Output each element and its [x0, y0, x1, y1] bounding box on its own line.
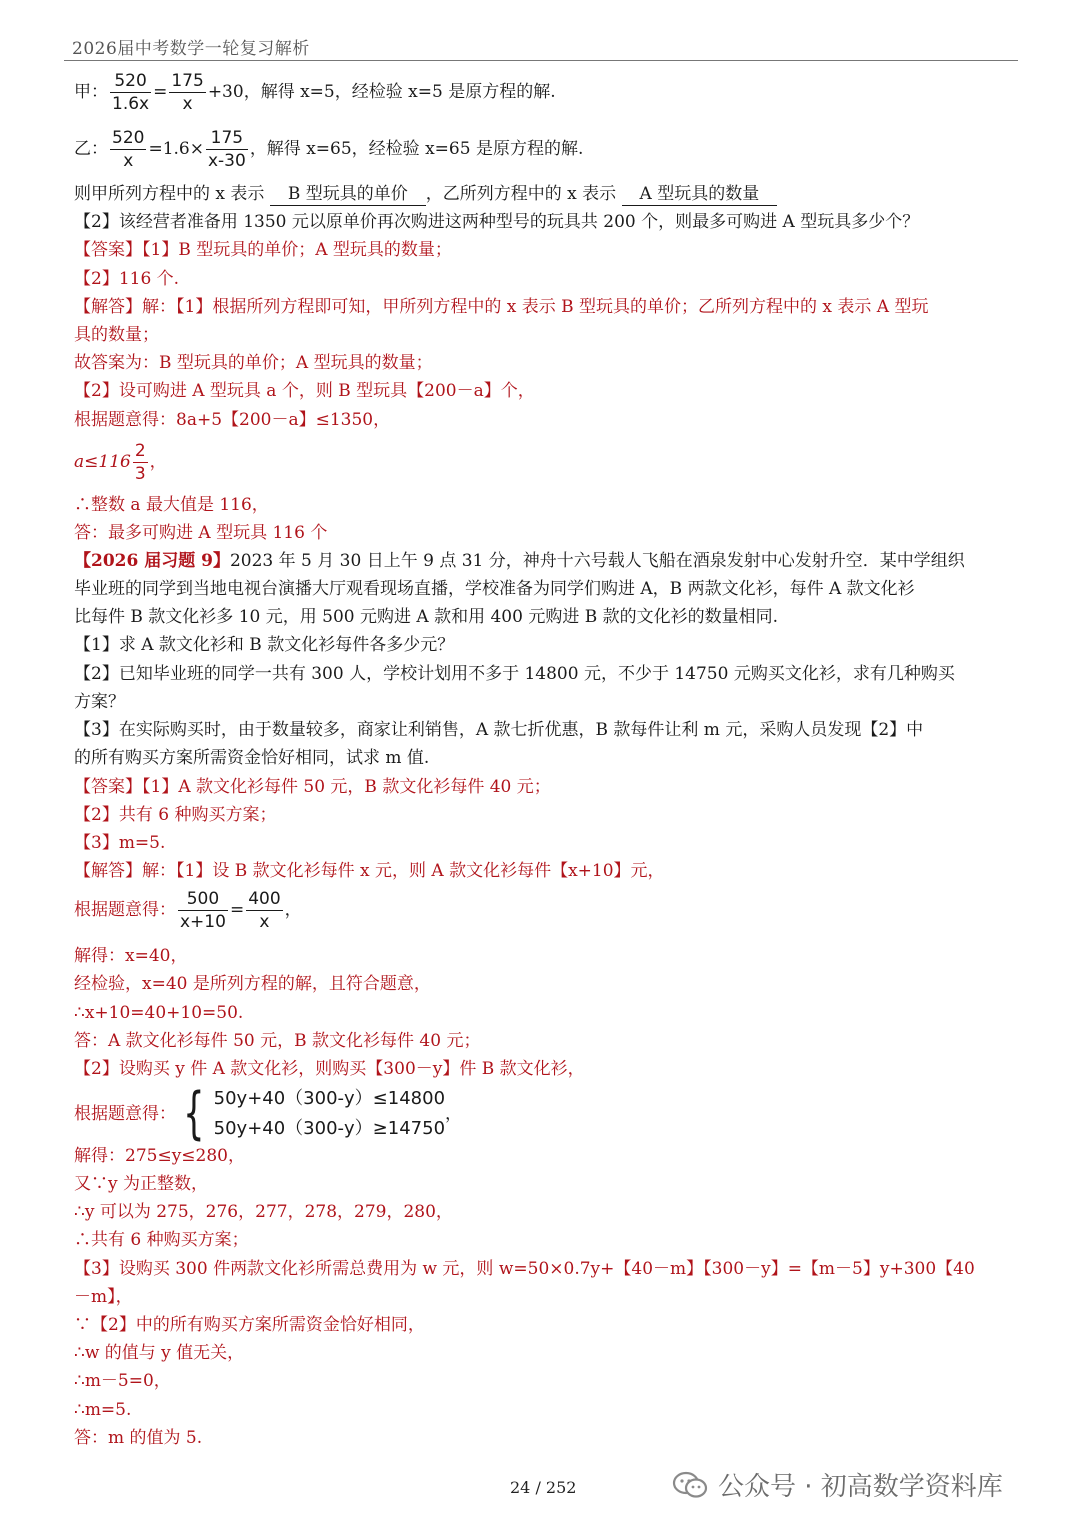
inequality-result-line: a≤116 $\frac{2}{3}$ ，: [74, 441, 167, 484]
solution-line: ∴x+10=40+10=50.: [74, 1003, 244, 1023]
solution-line: 【解答】解：【1】设 B 款文化衫每件 x 元，则 A 款文化衫每件【x+10】元，: [74, 861, 665, 881]
page-number: 24 / 252: [510, 1478, 577, 1497]
solution-line: ∵【2】中的所有购买方案所需资金恰好相同，: [74, 1315, 425, 1335]
answer-line: 【答案】【1】A 款文化衫每件 50 元，B 款文化衫每件 40 元；: [74, 777, 551, 797]
answer-line: 【2】116 个.: [74, 269, 180, 289]
solution-line: ∴w 的值与 y 值无关，: [74, 1343, 245, 1363]
solution-line: ∴y 可以为 275，276，277，278，279，280，: [74, 1202, 453, 1222]
solution-line: 【2】设可购进 A 型玩具 a 个，则 B 型玩具【200－a】个，: [74, 381, 535, 401]
problem-line: 方案？: [74, 692, 125, 712]
answer-line: 【3】m=5.: [74, 833, 166, 853]
solution-line: ∴m－5=0，: [74, 1371, 171, 1391]
problem-line: 的所有购买方案所需资金恰好相同，试求 m 值.: [74, 748, 430, 768]
solution-line: 故答案为：B 型玩具的单价；A 型玩具的数量；: [74, 353, 433, 373]
exercise-tag: 【2026 届习题 9】: [74, 551, 230, 571]
solution-line: －m】，: [74, 1287, 133, 1307]
solution-line: ∴共有 6 种购买方案；: [74, 1230, 249, 1250]
solution-line: 又∵y 为正整数，: [74, 1174, 209, 1194]
wechat-watermark: [672, 1466, 1003, 1503]
solution-line: 具的数量；: [74, 325, 159, 345]
question-2-line: 【2】该经营者准备用 1350 元以原单价再次购进这两种型号的玩具共 200 个，则最多可购进 A 型玩具多少个？: [74, 212, 920, 232]
fill-blank-line: 则甲所列方程中的 x 表示 B 型玩具的单价 ，乙所列方程中的 x 表示 A 型玩具的数量: [74, 183, 777, 206]
page-header-title: 2026届中考数学一轮复习解析: [72, 39, 310, 59]
blank-answer-2: A 型玩具的数量: [622, 183, 778, 206]
solution-line: 【2】设购买 y 件 A 款文化衫，则购买【300－y】件 B 款文化衫，: [74, 1059, 585, 1079]
problem-line: 【1】求 A 款文化衫和 B 款文化衫每件各多少元？: [74, 635, 455, 655]
system-inequality-1: 50y+40（300-y）≤14800: [213, 1088, 446, 1109]
answer-line: 【2】共有 6 种购买方案；: [74, 805, 277, 825]
solution-line: 根据题意得：8a+5【200－a】≤1350，: [74, 410, 391, 430]
solution-line: 【解答】解：【1】根据所列方程即可知，甲所列方程中的 x 表示 B 型玩具的单价；乙所列方程中的 x 表示 A 型玩: [74, 297, 929, 317]
solution-line: 答：A 款文化衫每件 50 元，B 款文化衫每件 40 元；: [74, 1031, 481, 1051]
problem-line: 【3】在实际购买时，由于数量较多，商家让利销售，A 款七折优惠，B 款每件让利 m 元，采购人员发现【2】中: [74, 720, 924, 740]
watermark-text: 公众号 · 初高数学资料库: [718, 1472, 1003, 1502]
solution-line: 解得：x=40，: [74, 946, 188, 966]
problem-line: 比每件 B 款文化衫多 10 元，用 500 元购进 A 款和用 400 元购进 B 款的文化衫的数量相同.: [74, 607, 779, 627]
inequality-system-line: 根据题意得： { 50y+40（300-y）≤14800 50y+40（300-y）≥14750 ，: [74, 1081, 463, 1146]
solution-line: ∴m=5.: [74, 1400, 132, 1420]
solution-line: 答：最多可购进 A 型玩具 116 个: [74, 523, 328, 543]
wechat-icon: [672, 1470, 708, 1500]
solution-line: ∴整数 a 最大值是 116，: [74, 495, 269, 515]
solution-line: 答：m 的值为 5.: [74, 1428, 203, 1448]
left-brace-icon: {: [183, 1081, 205, 1146]
yi-equation-line: 乙： $\frac{520}{x}$ =1.6× $\frac{175}{x-30}$ ，解得 x=65，经检验 x=65 是原方程的解.: [74, 128, 584, 171]
solution-line: 解得：275≤y≤280，: [74, 1146, 245, 1166]
fraction-equation-line: 根据题意得： $\frac{500}{x+10}$ = $\frac{400}{x}$ ，: [74, 889, 302, 932]
jia-equation-line: 甲： $\frac{520}{1.6x}$ = $\frac{175}{x}$ +30，解得 x=5，经检验 x=5 是原方程的解.: [74, 71, 556, 114]
header-divider: [64, 60, 1018, 61]
problem-line: 毕业班的同学到当地电视台演播大厅观看现场直播，学校准备为同学们购进 A，B 两款文化衫，每件 A 款文化衫: [74, 579, 915, 599]
solution-line: 经检验，x=40 是所列方程的解，且符合题意，: [74, 974, 431, 994]
exercise-9-line: 【2026 届习题 9】2023 年 5 月 30 日上午 9 点 31 分，神舟十六号载人飞船在酒泉发射中心发射升空．某中学组织: [74, 551, 965, 571]
answer-line: 【答案】【1】B 型玩具的单价；A 型玩具的数量；: [74, 240, 452, 260]
problem-line: 【2】已知毕业班的同学一共有 300 人，学校计划用不多于 14800 元，不少于 14750 元购买文化衫，求有几种购买: [74, 664, 955, 684]
solution-line: 【3】设购买 300 件两款文化衫所需总费用为 w 元，则 w=50×0.7y+【40－m】【300－y】=【m－5】y+300【40: [74, 1259, 975, 1279]
blank-answer-1: B 型玩具的单价: [270, 183, 426, 206]
system-inequality-2: 50y+40（300-y）≥14750: [213, 1118, 446, 1139]
